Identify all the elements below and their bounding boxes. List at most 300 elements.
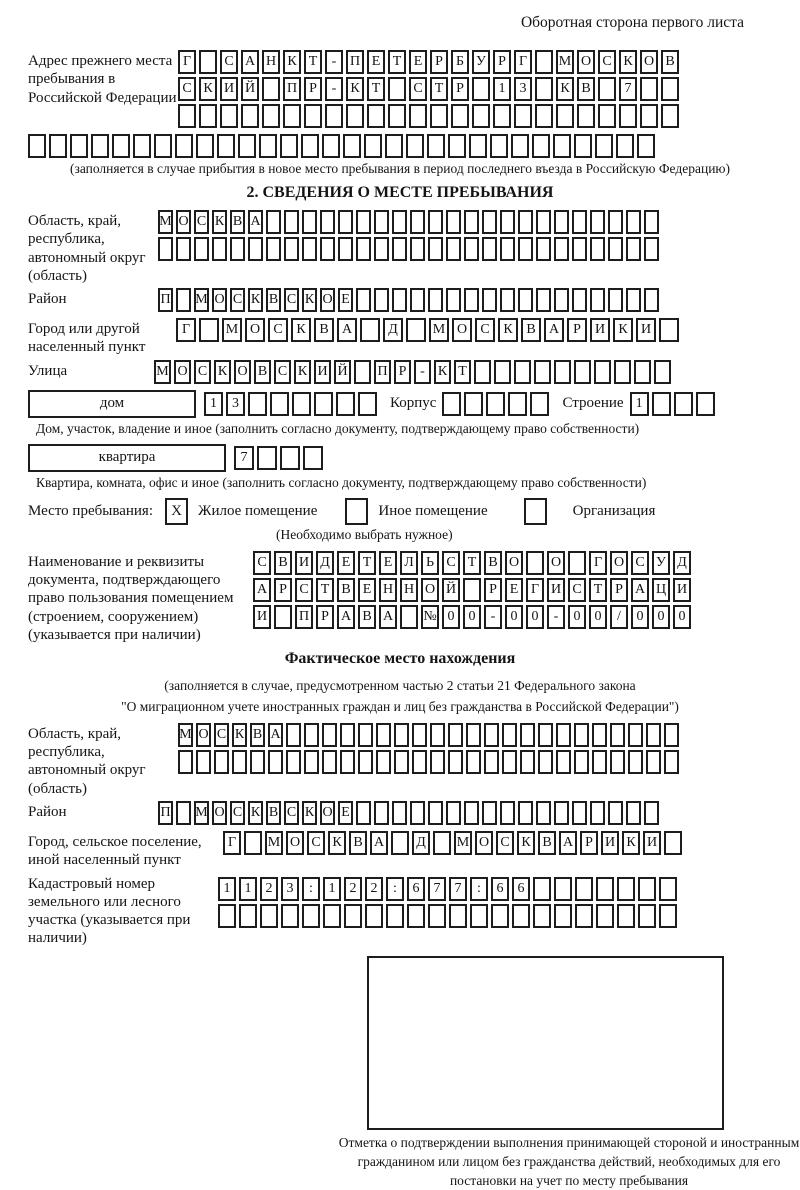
char-cell[interactable] xyxy=(323,904,341,928)
char-cell[interactable] xyxy=(596,877,614,901)
char-cell[interactable]: К xyxy=(346,77,364,101)
char-cell[interactable] xyxy=(322,750,337,774)
char-cell[interactable]: О xyxy=(610,551,628,575)
char-cell[interactable] xyxy=(572,288,587,312)
char-cell[interactable] xyxy=(286,750,301,774)
char-cell[interactable] xyxy=(446,237,461,261)
char-cell[interactable] xyxy=(634,360,651,384)
char-cell[interactable] xyxy=(154,134,172,158)
char-cell[interactable]: Е xyxy=(409,50,427,74)
char-cell[interactable]: Р xyxy=(394,360,411,384)
char-cell[interactable]: В xyxy=(337,578,355,602)
char-cell[interactable]: О xyxy=(196,723,211,747)
char-cell[interactable] xyxy=(616,134,634,158)
char-cell[interactable]: В xyxy=(538,831,556,855)
char-cell[interactable]: К xyxy=(212,210,227,234)
stay-type-checkbox-other[interactable] xyxy=(345,498,368,525)
char-cell[interactable] xyxy=(412,723,427,747)
char-cell[interactable]: В xyxy=(314,318,334,342)
char-cell[interactable] xyxy=(508,392,527,416)
char-cell[interactable]: Г xyxy=(178,50,196,74)
char-cell[interactable] xyxy=(598,104,616,128)
char-cell[interactable]: И xyxy=(253,605,271,629)
char-cell[interactable] xyxy=(217,134,235,158)
char-cell[interactable]: М xyxy=(154,360,171,384)
char-cell[interactable]: О xyxy=(577,50,595,74)
char-cell[interactable] xyxy=(385,134,403,158)
char-cell[interactable] xyxy=(574,723,589,747)
char-cell[interactable] xyxy=(644,210,659,234)
char-cell[interactable] xyxy=(336,392,355,416)
char-cell[interactable] xyxy=(482,288,497,312)
char-cell[interactable] xyxy=(241,104,259,128)
char-cell[interactable] xyxy=(354,360,371,384)
char-cell[interactable] xyxy=(374,801,389,825)
char-cell[interactable]: Г xyxy=(526,578,544,602)
char-cell[interactable] xyxy=(594,360,611,384)
char-cell[interactable]: № xyxy=(421,605,439,629)
char-cell[interactable] xyxy=(320,210,335,234)
char-cell[interactable] xyxy=(448,723,463,747)
char-cell[interactable]: О xyxy=(234,360,251,384)
char-cell[interactable]: П xyxy=(158,801,173,825)
char-cell[interactable] xyxy=(358,750,373,774)
char-cell[interactable]: С xyxy=(442,551,460,575)
char-cell[interactable]: О xyxy=(286,831,304,855)
char-cell[interactable] xyxy=(610,750,625,774)
char-cell[interactable] xyxy=(626,801,641,825)
char-cell[interactable] xyxy=(302,904,320,928)
char-cell[interactable] xyxy=(464,210,479,234)
char-cell[interactable]: К xyxy=(199,77,217,101)
char-cell[interactable]: Ц xyxy=(652,578,670,602)
char-cell[interactable]: В xyxy=(230,210,245,234)
char-cell[interactable]: К xyxy=(434,360,451,384)
char-cell[interactable]: В xyxy=(484,551,502,575)
char-cell[interactable]: П xyxy=(283,77,301,101)
char-cell[interactable]: Н xyxy=(262,50,280,74)
char-cell[interactable]: С xyxy=(194,210,209,234)
char-cell[interactable] xyxy=(464,801,479,825)
char-cell[interactable]: - xyxy=(484,605,502,629)
char-cell[interactable] xyxy=(392,288,407,312)
char-cell[interactable] xyxy=(520,723,535,747)
char-cell[interactable]: Г xyxy=(589,551,607,575)
char-cell[interactable] xyxy=(446,801,461,825)
char-cell[interactable] xyxy=(212,237,227,261)
char-cell[interactable] xyxy=(448,134,466,158)
char-cell[interactable] xyxy=(49,134,67,158)
char-cell[interactable] xyxy=(520,750,535,774)
char-cell[interactable] xyxy=(400,605,418,629)
char-cell[interactable]: О xyxy=(245,318,265,342)
char-cell[interactable] xyxy=(532,134,550,158)
char-cell[interactable]: К xyxy=(248,801,263,825)
char-cell[interactable] xyxy=(214,750,229,774)
char-cell[interactable] xyxy=(556,104,574,128)
char-cell[interactable]: С xyxy=(598,50,616,74)
char-cell[interactable] xyxy=(386,904,404,928)
char-cell[interactable] xyxy=(176,237,191,261)
char-cell[interactable] xyxy=(535,50,553,74)
char-cell[interactable]: Й xyxy=(241,77,259,101)
char-cell[interactable]: Б xyxy=(451,50,469,74)
char-cell[interactable] xyxy=(533,904,551,928)
char-cell[interactable]: Н xyxy=(400,578,418,602)
char-cell[interactable]: И xyxy=(601,831,619,855)
char-cell[interactable] xyxy=(502,750,517,774)
char-cell[interactable] xyxy=(575,877,593,901)
char-cell[interactable] xyxy=(284,210,299,234)
char-cell[interactable] xyxy=(617,877,635,901)
char-cell[interactable] xyxy=(374,237,389,261)
char-cell[interactable]: О xyxy=(547,551,565,575)
char-cell[interactable] xyxy=(430,104,448,128)
char-cell[interactable] xyxy=(493,104,511,128)
char-cell[interactable] xyxy=(644,237,659,261)
char-cell[interactable] xyxy=(430,723,445,747)
char-cell[interactable]: С xyxy=(220,50,238,74)
char-cell[interactable] xyxy=(610,723,625,747)
char-cell[interactable]: В xyxy=(358,605,376,629)
char-cell[interactable]: 0 xyxy=(631,605,649,629)
char-cell[interactable] xyxy=(433,831,451,855)
char-cell[interactable] xyxy=(617,904,635,928)
char-cell[interactable] xyxy=(448,750,463,774)
char-cell[interactable] xyxy=(346,104,364,128)
char-cell[interactable]: П xyxy=(158,288,173,312)
char-cell[interactable] xyxy=(664,831,682,855)
char-cell[interactable]: О xyxy=(475,831,493,855)
char-cell[interactable] xyxy=(556,723,571,747)
char-cell[interactable]: Е xyxy=(379,551,397,575)
char-cell[interactable]: 7 xyxy=(428,877,446,901)
char-cell[interactable]: К xyxy=(291,318,311,342)
char-cell[interactable] xyxy=(314,392,333,416)
char-cell[interactable]: С xyxy=(631,551,649,575)
char-cell[interactable]: С xyxy=(194,360,211,384)
char-cell[interactable]: К xyxy=(302,288,317,312)
char-cell[interactable]: В xyxy=(661,50,679,74)
char-cell[interactable] xyxy=(590,210,605,234)
char-cell[interactable] xyxy=(364,134,382,158)
char-cell[interactable]: К xyxy=(302,801,317,825)
char-cell[interactable]: 6 xyxy=(407,877,425,901)
char-cell[interactable] xyxy=(574,750,589,774)
char-cell[interactable]: 3 xyxy=(514,77,532,101)
char-cell[interactable] xyxy=(626,210,641,234)
char-cell[interactable] xyxy=(392,801,407,825)
char-cell[interactable]: К xyxy=(328,831,346,855)
char-cell[interactable] xyxy=(472,104,490,128)
char-cell[interactable] xyxy=(466,723,481,747)
char-cell[interactable] xyxy=(428,237,443,261)
char-cell[interactable]: С xyxy=(409,77,427,101)
char-cell[interactable] xyxy=(574,360,591,384)
char-cell[interactable] xyxy=(526,551,544,575)
char-cell[interactable] xyxy=(248,392,267,416)
char-cell[interactable] xyxy=(428,210,443,234)
char-cell[interactable] xyxy=(500,801,515,825)
char-cell[interactable] xyxy=(196,134,214,158)
char-cell[interactable] xyxy=(325,104,343,128)
char-cell[interactable] xyxy=(590,801,605,825)
char-cell[interactable]: К xyxy=(283,50,301,74)
char-cell[interactable] xyxy=(428,288,443,312)
char-cell[interactable]: С xyxy=(230,801,245,825)
char-cell[interactable] xyxy=(533,877,551,901)
char-cell[interactable]: Р xyxy=(580,831,598,855)
char-cell[interactable] xyxy=(286,723,301,747)
char-cell[interactable] xyxy=(262,77,280,101)
char-cell[interactable]: В xyxy=(254,360,271,384)
char-cell[interactable]: К xyxy=(498,318,518,342)
char-cell[interactable] xyxy=(343,134,361,158)
char-cell[interactable]: Р xyxy=(567,318,587,342)
char-cell[interactable] xyxy=(554,288,569,312)
char-cell[interactable] xyxy=(374,210,389,234)
char-cell[interactable]: Т xyxy=(589,578,607,602)
char-cell[interactable] xyxy=(577,104,595,128)
char-cell[interactable]: 2 xyxy=(365,877,383,901)
char-cell[interactable]: 7 xyxy=(619,77,637,101)
char-cell[interactable] xyxy=(320,237,335,261)
char-cell[interactable] xyxy=(428,801,443,825)
char-cell[interactable]: К xyxy=(517,831,535,855)
char-cell[interactable]: А xyxy=(241,50,259,74)
char-cell[interactable]: Г xyxy=(514,50,532,74)
char-cell[interactable]: 0 xyxy=(568,605,586,629)
char-cell[interactable] xyxy=(626,237,641,261)
char-cell[interactable] xyxy=(463,578,481,602)
char-cell[interactable]: О xyxy=(640,50,658,74)
char-cell[interactable]: Й xyxy=(442,578,460,602)
char-cell[interactable]: Р xyxy=(316,605,334,629)
char-cell[interactable] xyxy=(500,210,515,234)
char-cell[interactable] xyxy=(592,750,607,774)
char-cell[interactable] xyxy=(178,750,193,774)
char-cell[interactable]: Р xyxy=(610,578,628,602)
char-cell[interactable] xyxy=(446,288,461,312)
char-cell[interactable] xyxy=(301,134,319,158)
char-cell[interactable] xyxy=(376,750,391,774)
char-cell[interactable] xyxy=(220,104,238,128)
char-cell[interactable] xyxy=(640,104,658,128)
char-cell[interactable] xyxy=(322,723,337,747)
char-cell[interactable] xyxy=(238,134,256,158)
char-cell[interactable] xyxy=(482,210,497,234)
char-cell[interactable] xyxy=(340,723,355,747)
char-cell[interactable]: В xyxy=(266,801,281,825)
char-cell[interactable] xyxy=(595,134,613,158)
char-cell[interactable]: М xyxy=(178,723,193,747)
char-cell[interactable]: А xyxy=(544,318,564,342)
char-cell[interactable] xyxy=(158,237,173,261)
char-cell[interactable] xyxy=(628,750,643,774)
char-cell[interactable]: И xyxy=(220,77,238,101)
char-cell[interactable] xyxy=(574,134,592,158)
char-cell[interactable] xyxy=(608,288,623,312)
char-cell[interactable]: 0 xyxy=(526,605,544,629)
char-cell[interactable] xyxy=(661,77,679,101)
char-cell[interactable]: Т xyxy=(463,551,481,575)
char-cell[interactable] xyxy=(608,801,623,825)
char-cell[interactable]: С xyxy=(214,723,229,747)
char-cell[interactable]: А xyxy=(253,578,271,602)
char-cell[interactable] xyxy=(614,360,631,384)
char-cell[interactable]: С xyxy=(253,551,271,575)
char-cell[interactable] xyxy=(538,723,553,747)
char-cell[interactable] xyxy=(303,446,323,470)
char-cell[interactable]: С xyxy=(268,318,288,342)
char-cell[interactable] xyxy=(412,750,427,774)
char-cell[interactable]: И xyxy=(636,318,656,342)
char-cell[interactable] xyxy=(428,904,446,928)
char-cell[interactable] xyxy=(534,360,551,384)
char-cell[interactable] xyxy=(536,801,551,825)
char-cell[interactable]: И xyxy=(590,318,610,342)
char-cell[interactable] xyxy=(266,237,281,261)
char-cell[interactable] xyxy=(554,877,572,901)
char-cell[interactable]: С xyxy=(568,578,586,602)
char-cell[interactable]: Г xyxy=(176,318,196,342)
char-cell[interactable]: О xyxy=(505,551,523,575)
char-cell[interactable]: О xyxy=(421,578,439,602)
char-cell[interactable] xyxy=(266,210,281,234)
char-cell[interactable] xyxy=(356,210,371,234)
char-cell[interactable] xyxy=(568,551,586,575)
char-cell[interactable] xyxy=(91,134,109,158)
char-cell[interactable] xyxy=(194,237,209,261)
char-cell[interactable] xyxy=(302,210,317,234)
char-cell[interactable] xyxy=(392,237,407,261)
char-cell[interactable]: К xyxy=(619,50,637,74)
char-cell[interactable]: 1 xyxy=(630,392,649,416)
char-cell[interactable] xyxy=(28,134,46,158)
char-cell[interactable]: 1 xyxy=(323,877,341,901)
char-cell[interactable] xyxy=(654,360,671,384)
char-cell[interactable]: 6 xyxy=(512,877,530,901)
char-cell[interactable]: С xyxy=(230,288,245,312)
char-cell[interactable]: А xyxy=(268,723,283,747)
char-cell[interactable] xyxy=(70,134,88,158)
char-cell[interactable] xyxy=(472,77,490,101)
char-cell[interactable]: : xyxy=(386,877,404,901)
char-cell[interactable] xyxy=(484,750,499,774)
char-cell[interactable] xyxy=(484,723,499,747)
char-cell[interactable] xyxy=(554,801,569,825)
char-cell[interactable] xyxy=(608,237,623,261)
char-cell[interactable] xyxy=(596,904,614,928)
char-cell[interactable]: К xyxy=(556,77,574,101)
char-cell[interactable] xyxy=(410,210,425,234)
char-cell[interactable]: Р xyxy=(274,578,292,602)
char-cell[interactable]: 0 xyxy=(463,605,481,629)
char-cell[interactable] xyxy=(536,210,551,234)
char-cell[interactable]: О xyxy=(174,360,191,384)
char-cell[interactable]: С xyxy=(475,318,495,342)
char-cell[interactable] xyxy=(674,392,693,416)
char-cell[interactable] xyxy=(474,360,491,384)
char-cell[interactable]: О xyxy=(320,288,335,312)
char-cell[interactable]: М xyxy=(222,318,242,342)
char-cell[interactable] xyxy=(112,134,130,158)
char-cell[interactable] xyxy=(176,801,191,825)
char-cell[interactable]: И xyxy=(314,360,331,384)
char-cell[interactable]: Т xyxy=(367,77,385,101)
char-cell[interactable]: 0 xyxy=(505,605,523,629)
char-cell[interactable]: К xyxy=(248,288,263,312)
char-cell[interactable] xyxy=(466,750,481,774)
char-cell[interactable] xyxy=(406,318,426,342)
char-cell[interactable]: Е xyxy=(338,801,353,825)
char-cell[interactable] xyxy=(554,237,569,261)
char-cell[interactable]: К xyxy=(214,360,231,384)
char-cell[interactable]: Т xyxy=(316,578,334,602)
char-cell[interactable] xyxy=(512,904,530,928)
char-cell[interactable] xyxy=(464,237,479,261)
char-cell[interactable]: Е xyxy=(338,288,353,312)
char-cell[interactable] xyxy=(199,50,217,74)
char-cell[interactable] xyxy=(637,134,655,158)
char-cell[interactable]: С xyxy=(274,360,291,384)
char-cell[interactable] xyxy=(232,750,247,774)
char-cell[interactable]: С xyxy=(284,288,299,312)
char-cell[interactable] xyxy=(270,392,289,416)
char-cell[interactable] xyxy=(409,104,427,128)
char-cell[interactable] xyxy=(511,134,529,158)
char-cell[interactable]: Т xyxy=(388,50,406,74)
char-cell[interactable]: 2 xyxy=(344,877,362,901)
char-cell[interactable] xyxy=(664,723,679,747)
char-cell[interactable] xyxy=(304,723,319,747)
stay-type-checkbox-residential[interactable]: X xyxy=(165,498,188,525)
char-cell[interactable] xyxy=(664,750,679,774)
char-cell[interactable] xyxy=(407,904,425,928)
char-cell[interactable]: Д xyxy=(383,318,403,342)
char-cell[interactable] xyxy=(427,134,445,158)
char-cell[interactable]: В xyxy=(274,551,292,575)
char-cell[interactable]: И xyxy=(295,551,313,575)
char-cell[interactable]: Д xyxy=(673,551,691,575)
char-cell[interactable]: И xyxy=(643,831,661,855)
char-cell[interactable]: Д xyxy=(316,551,334,575)
char-cell[interactable]: Т xyxy=(454,360,471,384)
char-cell[interactable] xyxy=(196,750,211,774)
char-cell[interactable]: Ь xyxy=(421,551,439,575)
char-cell[interactable] xyxy=(556,750,571,774)
char-cell[interactable] xyxy=(518,288,533,312)
char-cell[interactable] xyxy=(608,210,623,234)
char-cell[interactable] xyxy=(628,723,643,747)
char-cell[interactable]: В xyxy=(521,318,541,342)
char-cell[interactable]: С xyxy=(295,578,313,602)
char-cell[interactable] xyxy=(554,904,572,928)
char-cell[interactable] xyxy=(640,77,658,101)
char-cell[interactable]: Т xyxy=(304,50,322,74)
char-cell[interactable] xyxy=(598,77,616,101)
char-cell[interactable] xyxy=(626,288,641,312)
char-cell[interactable]: 7 xyxy=(234,446,254,470)
char-cell[interactable]: С xyxy=(178,77,196,101)
char-cell[interactable]: Е xyxy=(505,578,523,602)
char-cell[interactable]: О xyxy=(212,801,227,825)
char-cell[interactable] xyxy=(410,801,425,825)
char-cell[interactable] xyxy=(470,904,488,928)
char-cell[interactable] xyxy=(554,210,569,234)
char-cell[interactable]: Е xyxy=(337,551,355,575)
char-cell[interactable] xyxy=(590,237,605,261)
